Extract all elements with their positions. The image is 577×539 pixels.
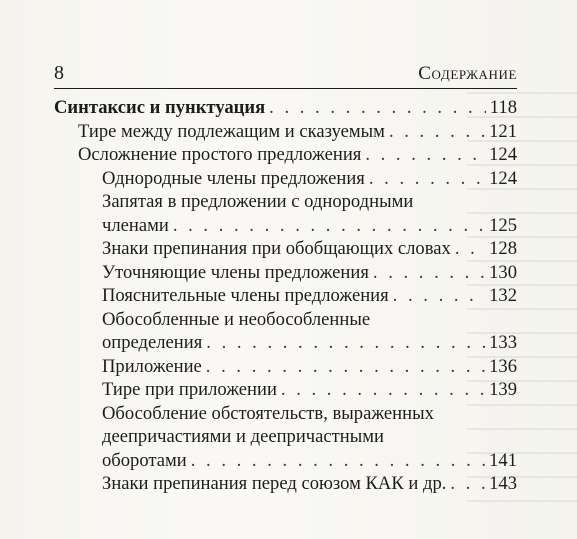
dot-leader (191, 449, 485, 473)
dot-leader (281, 378, 485, 402)
section-title: Содержание (418, 63, 517, 84)
toc-entry-title: членами (102, 214, 169, 236)
dot-leader (393, 284, 485, 308)
dot-leader (369, 167, 485, 191)
toc-entry (54, 355, 517, 379)
dot-leader (389, 120, 485, 144)
dot-leader (173, 214, 485, 238)
toc-entry-row (102, 331, 517, 355)
dot-leader (373, 261, 485, 285)
toc-entry-line: Запятая в предложении с однородными (102, 191, 414, 212)
toc-entry-title: определения (102, 332, 203, 353)
toc-entry-page-number: 136 (489, 355, 517, 377)
toc-entry (54, 472, 517, 496)
toc-entry-page-number: 125 (489, 214, 517, 236)
toc-entry-page-number: 121 (489, 120, 517, 142)
toc-entry (54, 308, 517, 355)
toc-entry (54, 237, 517, 261)
toc-entry-line: деепричастиями и деепричастными (102, 426, 384, 447)
toc-entry (54, 402, 517, 473)
toc-entry-page-number: 143 (489, 473, 517, 494)
toc-entry-row (102, 378, 517, 402)
toc-entry-title: Приложение (102, 355, 202, 377)
toc-entry (54, 261, 517, 285)
toc-entry-page-number: 133 (489, 332, 517, 353)
header-rule (54, 88, 517, 89)
toc-entry-page-number: 141 (489, 449, 517, 471)
toc-entry-row (102, 167, 517, 191)
toc-entry-row (102, 472, 517, 496)
dot-leader (269, 96, 486, 120)
toc-entry-title: Тире между подлежащим и сказуемым (78, 120, 385, 142)
toc-entry (54, 120, 517, 144)
dot-leader (450, 472, 485, 496)
toc-entry-row (54, 96, 517, 120)
toc-entry (54, 167, 517, 191)
toc-entry-line: Обособление обстоятельств, выраженных (102, 402, 434, 424)
toc-entry-line: Обособленные и необособленные (102, 308, 371, 330)
toc-entry-title: оборотами (102, 449, 187, 471)
toc-entry (54, 96, 517, 120)
toc-entry-row (102, 214, 517, 238)
toc-entry-row (102, 449, 517, 473)
toc-entry (54, 143, 517, 167)
running-head (54, 62, 517, 88)
toc-entry-row (102, 261, 517, 285)
toc-entry-title: Уточняющие члены предложения (102, 261, 369, 283)
toc-entry-row (78, 120, 517, 144)
toc-entry-title: Знаки препинания перед союзом КАК и др. (102, 473, 447, 494)
toc-entry-row (78, 143, 517, 167)
toc-entry-page-number: 130 (489, 261, 517, 283)
toc-entry (54, 378, 517, 402)
toc-entry-page-number: 118 (489, 97, 517, 118)
toc-entry-title: Пояснительные члены предложения (102, 285, 389, 306)
toc-entry-title: Осложнение простого предложения (78, 144, 362, 165)
toc-entry-title: Знаки препинания при обобщающих словах (102, 238, 451, 259)
toc-entry-page-number: 124 (489, 144, 517, 165)
toc-entry-page-number: 132 (489, 285, 517, 306)
dot-leader (455, 237, 485, 261)
toc-entry-page-number: 128 (489, 238, 517, 259)
dot-leader (206, 331, 485, 355)
toc-entry-page-number: 124 (489, 167, 517, 189)
toc-entry (54, 284, 517, 308)
toc-entry-row (102, 355, 517, 379)
toc-entry-title: Однородные члены предложения (102, 167, 365, 189)
toc-entry (54, 190, 517, 237)
toc-entry-title: Тире при приложении (102, 379, 277, 400)
table-of-contents (54, 96, 517, 496)
toc-entry-row (102, 237, 517, 261)
dot-leader (365, 143, 485, 167)
page-number: 8 (54, 62, 64, 84)
toc-entry-page-number: 139 (489, 379, 517, 400)
toc-entry-row (102, 284, 517, 308)
dot-leader (206, 355, 485, 379)
toc-entry-title: Синтаксис и пунктуация (54, 97, 266, 118)
